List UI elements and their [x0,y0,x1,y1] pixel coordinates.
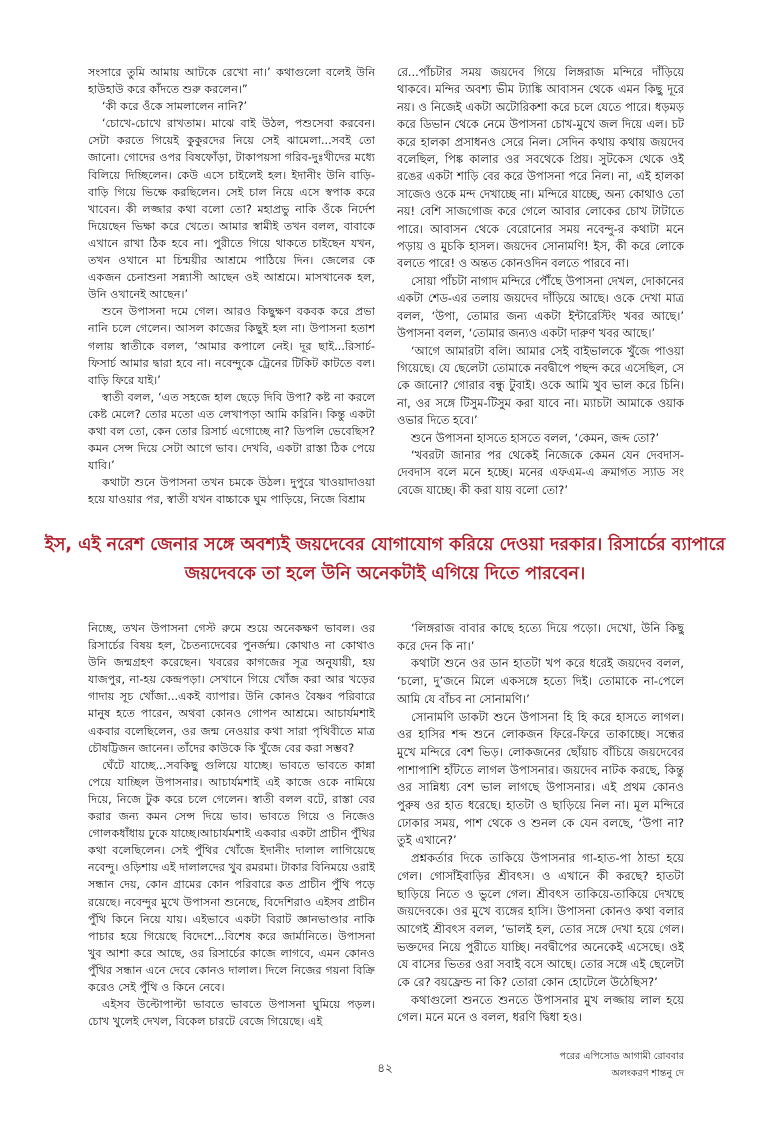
paragraph: এইসব উল্টোপাল্টা ভাবতে ভাবতে উপাসনা ঘুমিয়ে পড়ল। চোখ খুলেই দেখল, বিকেল চারটে বেজে গিয়েছে। এই [88,998,375,1029]
paragraph: ‘চোখে-চোখে রাখতাম। মাঝে বাই উঠল, পশুসেবা করবেন। সেটা করতে গিয়েই কুকুরদের নিয়ে সেই ঝামেলা...সবই তো জানো। গোদের ওপর বিষফোঁড়া, টাকাপয়সা গরিব-দুঃখীদের মধ্যে বিলিয়ে দিচ্ছিলেন। কেউ এসে চাইলেই হল। ইদানীং উনি বাড়ি-বাড়ি গিয়ে ভিক্ষে করছিলেন। সেই চাল নিয়ে এসে স্বপাক করে খাবেন। কী লজ্জার কথা বলো তো? মহাপ্রভু নাকি ওঁকে নির্দেশ দিয়েছেন ভিক্ষা করে খেতে। আমার স্বামীই তখন বলল, বাবাকে এখানে রাখা ঠিক হবে না। পুরীতে গিয়ে থাকতে চাইছেন যখন, তখন ওখানে মা চিন্ময়ীর আশ্রমে পাঠিয়ে দিন। জেলের কে একজন চেনাশুনা সন্ন্যাসী আছেন ওই আশ্রমে। মাসখানেক হল, উনি ওখানেই আছেন।’ [88,117,375,302]
paragraph: কথাটা শুনে উপাসনা তখন চমকে উঠল। দুপুরে খাওয়াদাওয়া হয়ে যাওয়ার পর, স্বাতী যখন বাচ্চাকে ঘুম পাড়িয়ে, নিজে বিশ্রাম [88,476,375,507]
paragraph: ‘খবরটা জানার পর থেকেই নিজেকে কেমন যেন দেবদাস-দেবদাস বলে মনে হচ্ছে। মনের এফএম-এ ক্রমাগত স্যাড সং বেজে যাচ্ছে। কী করা যায় বলো তো?’ [397,447,684,497]
paragraph: সোয়া পাঁচটা নাগাদ মন্দিরে পৌঁছে উপাসনা দেখল, দোকানের একটা শেড-এর তলায় জয়দেব দাঁড়িয়ে আছে। ওকে দেখা মাত্র বলল, ‘উপা, তোমার জন্য একটা ইন্টারেস্টিং খবর আছে।’ উপাসনা বলল, ‘তোমার জন্যও একটা দারুণ খবর আছে।’ [397,273,684,341]
paragraph: ‘কী করে ওঁকে সামলালেন নানি?’ [102,100,248,114]
paragraph: কথাটা শুনে ওর ডান হাতটা খপ করে ধরেই জয়দেব বলল, ‘চলো, দু’জনে মিলে একসঙ্গে হত্যে দিই। তোমাকে না-পেলে আমি যে বাঁচব না সোনামণি।’ [397,656,684,706]
paragraph: ‘লিঙ্গরাজ বাবার কাছে হত্যে দিয়ে পড়ো। দেখো, উনি কিছু করে দেন কি না।’ [397,621,684,653]
pull-quote-line: ইস, এই নরেশ জেনার সঙ্গে অবশ্যই জয়দেবের যোগাযোগ করিয়ে দেওয়া দরকার। রিসার্চের ব্যাপারে [44,535,726,555]
paragraph: সোনামণি ডাকটা শুনে উপাসনা হি হি করে হাসতে লাগল। ওর হাসির শব্দ শুনে লোকজন ফিরে-ফিরে তাকাচ্ছে। সন্ধের মুখে মন্দিরে বেশ ভিড়। লোকজনের ছোঁয়াচ বাঁচিয়ে জয়দেবের পাশাপাশি হাঁটতে লাগল উপাসনার। জয়দেব নাটক করছে, কিন্তু ওর সান্নিধ্য বেশ ভাল লাগছে উপাসনার। এই প্রথম কোনও পুরুষ ওর হাত ধরেছে। হাতটা ও ছাড়িয়ে নিল না। মূল মন্দিরে ঢোকার সময়, পাশ থেকে ও শুনল কে যেন বলছে, ‘উপা না? তুই এখানে?’ [397,709,684,848]
illustration-credit: অলংকরণ শান্তনু দে [611,1068,684,1079]
page-number: ৪২ [377,1061,393,1075]
column-top-left [88,64,375,512]
column-bottom-right [397,620,684,1040]
paragraph: প্রশ্নকর্তার দিকে তাকিয়ে উপাসনার গা-হাত-পা ঠান্ডা হয়ে গেল। গোসাঁইবাড়ির শ্রীবৎস। ও এখানে কী করছে? হাতটা ছাড়িয়ে নিতে ও ভুলে গেল। শ্রীবৎস তাকিয়ে-তাকিয়ে দেখছে জয়দেবকে। ওর মুখে ব্যঙ্গের হাসি। উপাসনা কোনও কথা বলার আগেই শ্রীবৎস বলল, ‘ভালই হল, তোর সঙ্গে দেখা হয়ে গেল। ভক্তদের নিয়ে পুরীতে যাচ্ছি। নবদ্বীপের অনেকেই এসেছে। ওই যে বাসের ভিতর ওরা সবাই বসে আছে। তোর সঙ্গে এই ছেলেটা কে রে? বয়ফ্রেন্ড না কি? তোরা কোন হোটেলে উঠেছিস?’ [397,851,684,990]
paragraph: সংসারে তুমি আমায় আটকে রেখো না।’ কথাগুলো বলেই উনি হাউহাউ করে কাঁদতে শুরু করলেন।” [88,66,375,97]
paragraph: ঘেঁটে যাচ্ছে...সবকিছু গুলিয়ে যাচ্ছে। ভাবতে ভাবতে কান্না পেয়ে যাচ্ছিল উপাসনার। আচার্যমশাই এই কাজে ওকে নামিয়ে দিয়ে, নিজে টুক করে চলে গেলেন। স্বাতী বলল বটে, রাস্তা বের করার জন্য কমন সেন্স দিয়ে ভাব। ভাবতে গিয়ে ও নিজেও গোলকধাঁধায় ঢুকে যাচ্ছে।আচার্যমশাই একবার একটা প্রাচীন পুঁথির কথা বলেছিলেন। সেই পুঁথির খোঁজে ইদানীং দালাল লাগিয়েছে নবেন্দু। ওড়িশায় এই দালালদের খুব রমরমা। টাকার বিনিময়ে ওরাই সন্ধান দেয়, কোন গ্রামের কোন পরিবারে কত প্রাচীন পুঁথি পড়ে রয়েছে। নবেন্দুর মুখে উপাসনা শুনেছে, বিদেশিরাও এইসব প্রাচীন পুঁথি কিনে নিয়ে যায়। এইভাবে একটা বিরাট জ্ঞানভাণ্ডার নাকি পাচার হয়ে গিয়েছে বিদেশে...বিশেষ করে জার্মানিতে। উপাসনা খুব আশা করে আছে, ওর রিসার্চের কাজে লাগবে, এমন কোনও পুঁথির সন্ধান এনে দেবে কোনও দালাল। দিলে নিজের গয়না বিক্রি করেও সেই পুঁথি ও কিনে নেবে। [88,758,375,994]
paragraph: স্বাতী বলল, ‘এত সহজে হাল ছেড়ে দিবি উপা? কষ্ট না করলে কেষ্ট মেলে? তোর মতো এত লেখাপড়া আমি করিনি। কিন্তু একটা কথা বল তো, কেন তোর রিসার্চ এগোচ্ছে না? ডিপলি ভেবেছিস? কমন সেন্স দিয়ে সেটা আগে ভাব। দেখবি, একটা রাস্তা ঠিক পেয়ে যাবি।’ [88,390,375,473]
next-episode-note: পরের এপিসোড আগামী রোববার [559,1051,684,1062]
paragraph: নিচ্ছে, তখন উপাসনা গেস্ট রুমে শুয়ে অনেকক্ষণ ভাবল। ওর রিসার্চের বিষয় হল, চৈতন্যদেবের পুনর্জন্ম। কোথাও না কোথাও উনি জন্মগ্রহণ করেছেন। খবরের কাগজের সূত্র অনুযায়ী, হয় যাজপুর, না-হয় কেন্দ্রপড়া। সেখানে গিয়ে খোঁজ করা আর খড়ের গাদায় সূচ খোঁজা...একই ব্যাপার। উনি কোনও বৈষ্ণব পরিবারে মানুষ হতে পারেন, অথবা কোনও গোপন আশ্রমে। আচার্যমশাই একবার বলেছিলেন, ওর জন্ম নেওয়ার কথা সারা পৃথিবীতে মাত্র চৌষট্টিজন জানেন। তাঁদের কাউকে কি খুঁজে বের করা সম্ভব? [88,622,375,755]
paragraph: শুনে উপাসনা দমে গেল। আরও কিছুক্ষণ বকবক করে প্রভা নানি চলে গেলেন। আসল কাজের কিছুই হল না। উপাসনা হতাশ গলায় স্বাতীকে বলল, ‘আমার কপালে নেই। দূর ছাই...রিসার্চ-ফিসার্চ আমার দ্বারা হবে না। নবেন্দুকে ট্রেনের টিকিট কাটতে বল। বাড়ি ফিরে যাই।’ [88,305,375,387]
pull-quote [40,531,730,595]
column-top-right [397,64,684,512]
pull-quote-line: জয়দেবকে তা হলে উনি অনেকটাই এগিয়ে দিতে পারবেন। [184,564,586,584]
paragraph: রে...পাঁচটার সময় জয়দেব গিয়ে লিঙ্গরাজ মন্দিরে দাঁড়িয়ে থাকবে। মন্দির অবশ্য ভীম ট্যাঙ্কি আবাসন থেকে এমন কিছু দূরে নয়। ও নিজেই একটা অটোরিকশা করে চলে যেতে পারে। ধড়মড় করে ডিভান থেকে নেমে উপাসনা চোখ-মুখে জল দিয়ে এল। চট করে হালকা প্রসাধনও সেরে নিল। সেদিন কথায় কথায় জয়দেব বলেছিল, পিঙ্ক কালার ওর সবথেকে প্রিয়। সুটকেস থেকে ওই রঙের একটা শাড়ি বের করে উপাসনা পরে নিল। না, এই হালকা সাজেও ওকে মন্দ দেখাচ্ছে না। মন্দিরে যাচ্ছে, অন্য কোথাও তো নয়! বেশি সাজগোজ করে গেলে আবার লোকের চোখ টাটাতে পারে। আবাসন থেকে বেরোনোর সময় নবেন্দু-র কথাটা মনে পড়ায় ও মুচকি হাসল। জয়দেব সোনামণি! ইস, কী করে লোকে বলতে পারে! ও অন্তত কোনওদিন বলতে পারবে না। [397,65,684,271]
column-bottom-left [88,620,375,1050]
paragraph: ‘আগে আমারটা বলি। আমার সেই বাইভালকে খুঁজে পাওয়া গিয়েছে। যে ছেলেটা তোমাকে নবদ্বীপে পছন্দ করে এসেছিল, সে কে জানো? গোরার বন্ধু টুবাই। ওকে আমি খুব ভাল করে চিনি। না, ওর সঙ্গে টিসুম-টিসুম করা যাবে না। ম্যাচটা আমাকে ওয়াক ওভার দিতে হবে।’ [397,343,684,428]
paragraph: শুনে উপাসনা হাসতে হাসতে বলল, ‘কেমন, জব্দ তো?’ [411,430,660,445]
paragraph: কথাগুলো শুনতে শুনতে উপাসনার মুখ লজ্জায় লাল হয়ে গেল। মনে মনে ও বলল, ধরণি দ্বিধা হও। [397,992,684,1025]
